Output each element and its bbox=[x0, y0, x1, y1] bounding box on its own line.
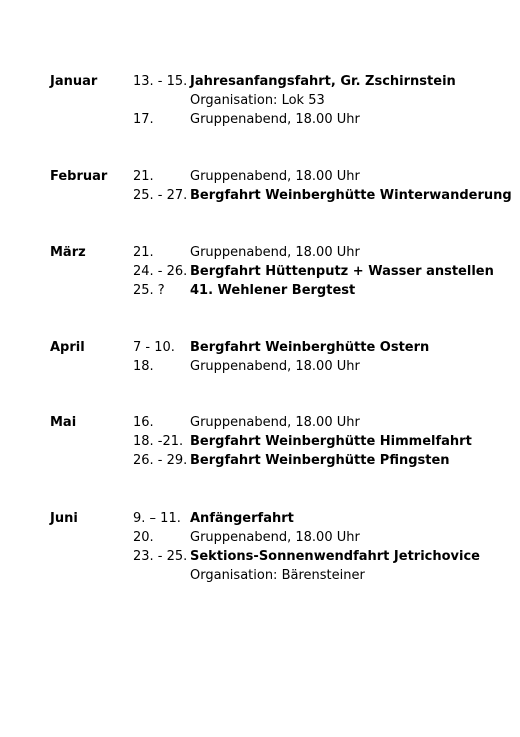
month-name: Juni bbox=[50, 511, 78, 526]
schedule-entry bbox=[0, 281, 520, 300]
entry-text: Bergfahrt Weinberghütte Ostern bbox=[190, 340, 430, 355]
entry-text: Gruppenabend, 18.00 Uhr bbox=[190, 169, 360, 184]
entry-date: 23. - 25. bbox=[133, 549, 188, 564]
entry-text: Gruppenabend, 18.00 Uhr bbox=[190, 530, 360, 545]
entry-date: 25. ? bbox=[133, 283, 165, 298]
schedule-entry bbox=[0, 509, 520, 528]
entry-date: 16. bbox=[133, 415, 154, 430]
entry-date: 20. bbox=[133, 530, 154, 545]
entry-text: 41. Wehlener Bergtest bbox=[190, 283, 356, 298]
schedule-entry bbox=[0, 547, 520, 566]
entry-text: Bergfahrt Hüttenputz + Wasser anstellen bbox=[190, 264, 494, 279]
entry-text: Gruppenabend, 18.00 Uhr bbox=[190, 359, 360, 374]
schedule-entry bbox=[0, 110, 520, 129]
month-name: Januar bbox=[50, 74, 98, 89]
entry-text: Organisation: Bärensteiner bbox=[190, 568, 365, 583]
schedule-entry bbox=[0, 528, 520, 547]
schedule-entry bbox=[0, 338, 520, 357]
entry-text: Bergfahrt Weinberghütte Himmelfahrt bbox=[190, 434, 472, 449]
month-name: Mai bbox=[50, 415, 77, 430]
schedule-entry bbox=[0, 186, 520, 205]
entry-text: Bergfahrt Weinberghütte Pfingsten bbox=[190, 453, 450, 468]
month-name: April bbox=[50, 340, 85, 355]
schedule-entry bbox=[0, 432, 520, 451]
schedule-entry bbox=[0, 357, 520, 376]
entry-text: Gruppenabend, 18.00 Uhr bbox=[190, 415, 360, 430]
entry-date: 13. - 15. bbox=[133, 74, 188, 89]
schedule-entry bbox=[0, 566, 520, 585]
schedule-entry bbox=[0, 413, 520, 432]
entry-date: 25. - 27. bbox=[133, 188, 188, 203]
schedule-entry bbox=[0, 262, 520, 281]
entry-date: 17. bbox=[133, 112, 154, 127]
entry-text: Organisation: Lok 53 bbox=[190, 93, 325, 108]
month-name: Februar bbox=[50, 169, 108, 184]
entry-date: 7 - 10. bbox=[133, 340, 175, 355]
entry-text: Jahresanfangsfahrt, Gr. Zschirnstein bbox=[190, 74, 456, 89]
schedule-entry bbox=[0, 243, 520, 262]
entry-text: Sektions-Sonnenwendfahrt Jetrichovice bbox=[190, 549, 480, 564]
entry-date: 26. - 29. bbox=[133, 453, 188, 468]
entry-date: 24. - 26. bbox=[133, 264, 188, 279]
entry-date: 9. – 11. bbox=[133, 511, 181, 526]
schedule-entry bbox=[0, 451, 520, 470]
entry-text: Gruppenabend, 18.00 Uhr bbox=[190, 112, 360, 127]
month-name: März bbox=[50, 245, 86, 260]
entry-date: 21. bbox=[133, 169, 154, 184]
entry-date: 21. bbox=[133, 245, 154, 260]
entry-text: Bergfahrt Weinberghütte Winterwanderung bbox=[190, 188, 512, 203]
entry-date: 18. -21. bbox=[133, 434, 184, 449]
schedule-entry bbox=[0, 91, 520, 110]
entry-text: Gruppenabend, 18.00 Uhr bbox=[190, 245, 360, 260]
schedule-entry bbox=[0, 72, 520, 91]
schedule-entry bbox=[0, 167, 520, 186]
entry-date: 18. bbox=[133, 359, 154, 374]
entry-text: Anfängerfahrt bbox=[190, 511, 294, 526]
